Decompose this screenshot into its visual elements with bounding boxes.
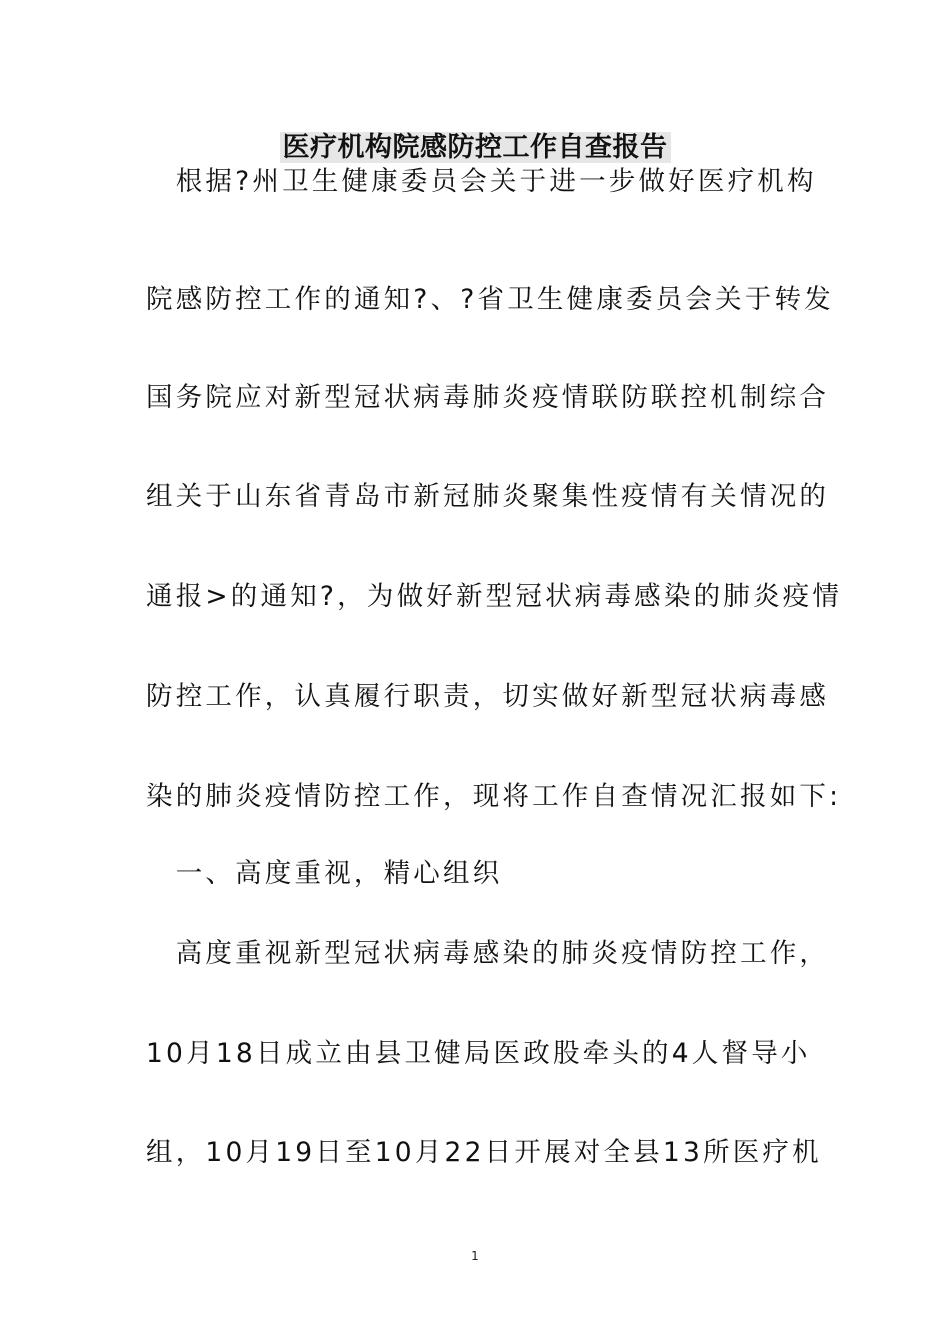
document-title-text: 医疗机构院感防控工作自查报告 <box>280 132 671 163</box>
paragraph-line: 防控工作，认真履行职责，切实做好新型冠状病毒感 <box>146 681 830 712</box>
paragraph-line: 通报>的通知?，为做好新型冠状病毒感染的肺炎疫情 <box>146 581 843 612</box>
paragraph-line: 高度重视新型冠状病毒感染的肺炎疫情防控工作， <box>146 938 830 969</box>
paragraph-line: 组关于山东省青岛市新冠肺炎聚集性疫情有关情况的 <box>146 481 830 512</box>
paragraph-line: 10月18日成立由县卫健局医政股牵头的4人督导小 <box>146 1038 811 1069</box>
paragraph-line: 组，10月19日至10月22日开展对全县13所医疗机 <box>146 1137 822 1168</box>
paragraph-line: 染的肺炎疫情防控工作，现将工作自查情况汇报如下: <box>146 781 842 812</box>
paragraph-line: 院感防控工作的通知?、?省卫生健康委员会关于转发 <box>146 284 834 315</box>
paragraph-line: 国务院应对新型冠状病毒肺炎疫情联防联控机制综合 <box>146 382 830 413</box>
section-heading: 一、高度重视，精心组织 <box>146 858 503 889</box>
page-number: 1 <box>471 1249 479 1263</box>
paragraph-line: 根据?州卫生健康委员会关于进一步做好医疗机构 <box>146 166 817 197</box>
